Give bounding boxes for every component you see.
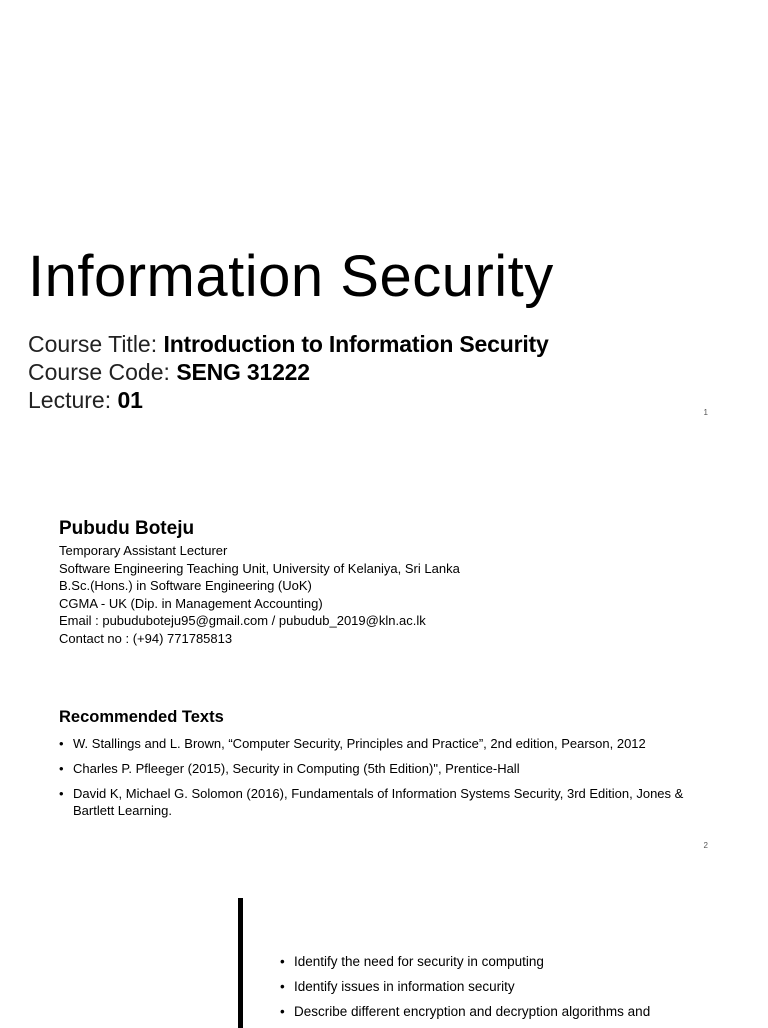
author-affiliation: Software Engineering Teaching Unit, University of Kelaniya, Sri Lanka (59, 560, 460, 576)
recommended-text-item: W. Stallings and L. Brown, “Computer Security, Principles and Practice”, 2nd edition, Pearson, 2012 (73, 736, 646, 751)
list-item (280, 953, 720, 970)
objectives-block (280, 953, 720, 1028)
list-item (280, 978, 720, 995)
recommended-text-item: Charles P. Pfleeger (2015), Security in Computing (5th Edition)", Prentice-Hall (73, 761, 520, 776)
recommended-texts-list (59, 735, 713, 819)
list-item (59, 760, 713, 777)
course-info (28, 330, 549, 414)
objective-item: Identify issues in information security (294, 979, 515, 994)
lecture-line (28, 386, 549, 414)
recommended-texts (59, 708, 713, 827)
lecture-value: 01 (117, 387, 143, 413)
course-code-label: Course Code: (28, 359, 170, 385)
recommended-text-item: David K, Michael G. Solomon (2016), Fundamentals of Information Systems Security, 3rd Edition, Jones & Bartlett Learning. (73, 786, 684, 818)
author-block (59, 518, 460, 648)
list-item (280, 1003, 720, 1020)
slide-2 (0, 430, 768, 855)
bullet-icon: • (280, 979, 285, 994)
author-degree: B.Sc.(Hons.) in Software Engineering (UoK) (59, 578, 312, 594)
page-number: 1 (703, 408, 708, 417)
objective-item: Describe different encryption and decryption algorithms and (294, 1004, 651, 1019)
course-title-label: Course Title: (28, 331, 158, 357)
objectives-list (280, 953, 720, 1020)
bullet-icon: • (59, 761, 64, 776)
author-diploma: CGMA - UK (Dip. in Management Accounting) (59, 595, 323, 611)
course-code-line (28, 358, 549, 386)
author-contact: Contact no : (+94) 771785813 (59, 630, 233, 646)
objective-item: Identify the need for security in computing (294, 954, 544, 969)
author-title: Temporary Assistant Lecturer (59, 543, 228, 558)
vertical-divider (238, 898, 243, 1028)
course-title-line (28, 330, 549, 358)
slide-3 (0, 855, 768, 1024)
bullet-icon: • (280, 1004, 285, 1019)
course-code-value: SENG 31222 (176, 359, 310, 385)
page-number: 2 (703, 841, 708, 850)
list-item (59, 785, 713, 819)
slide-1 (0, 0, 768, 430)
course-title-value: Introduction to Information Security (163, 331, 549, 357)
recommended-texts-heading: Recommended Texts (59, 708, 224, 726)
bullet-icon: • (280, 954, 285, 969)
list-item (59, 735, 713, 752)
author-name: Pubudu Boteju (59, 518, 195, 539)
bullet-icon: • (59, 736, 64, 751)
slide-title: Information Security (28, 243, 554, 309)
bullet-icon: • (59, 786, 64, 801)
author-email: Email : pubuduboteju95@gmail.com / pubudub_2019@kln.ac.lk (59, 613, 426, 629)
lecture-label: Lecture: (28, 387, 112, 413)
